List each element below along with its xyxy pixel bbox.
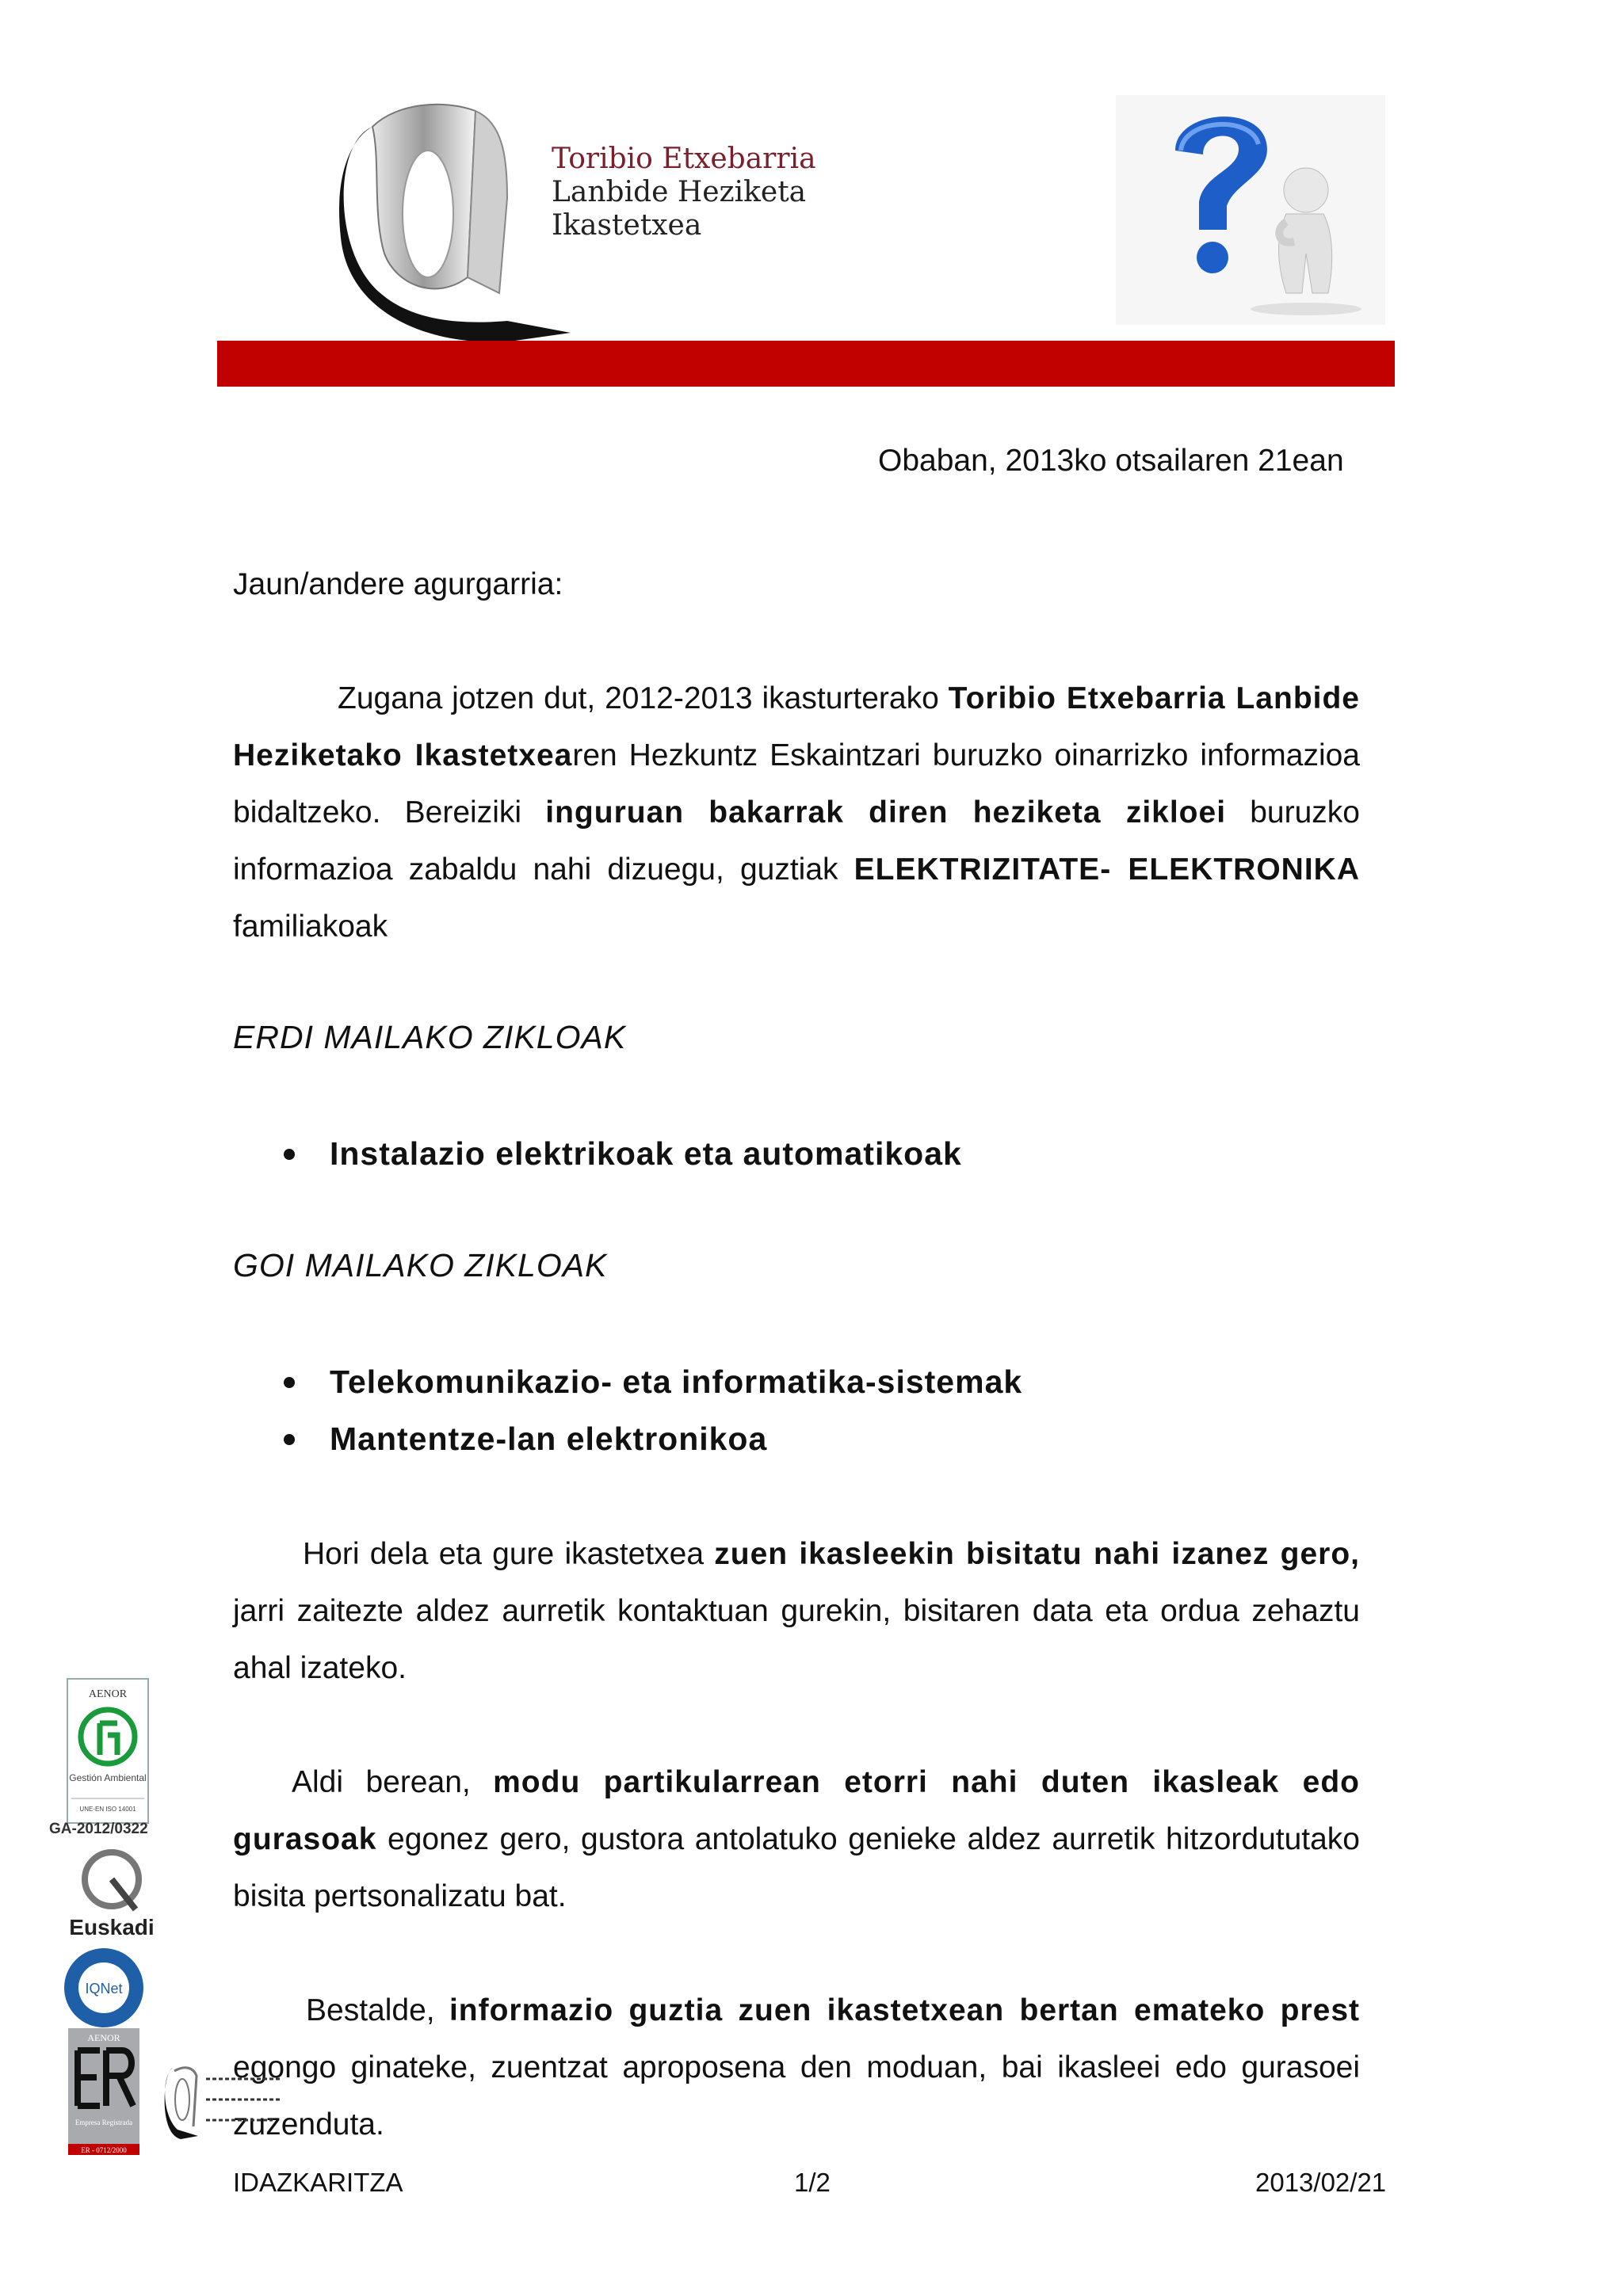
goi-cycles-list [274,1353,1022,1467]
footer-page-number: 1/2 [794,2168,831,2197]
iqnet-badge [60,1944,147,2031]
intro-text-4: familiakoak [233,910,388,944]
letter-date: Obaban, 2013ko otsailaren 21ean [878,444,1344,478]
list-item [274,1410,1022,1467]
school-name-line3: Ikastetxea [552,209,702,242]
school-q-logo [317,95,586,349]
section-title-goi: GOI MAILAKO ZIKLOAK [233,1247,608,1283]
school-name-line2: Lanbide Heziketa [552,176,807,208]
erdi-cycles-list [274,1125,962,1182]
individual-text-1: Aldi berean, [292,1765,494,1799]
bullet-icon [284,1434,295,1445]
intro-family: ELEKTRIZITATE- ELEKTRONIKA [854,852,1360,887]
aenor-std-label: UNE-EN ISO 14001 [79,1806,136,1813]
header-divider-bar [217,341,1395,387]
er-sub-label: Empresa Registrada [74,2119,133,2126]
visit-paragraph [233,1526,1360,1697]
visit-highlight: zuen ikasleekin bisitatu nahi izanez gero, [714,1537,1360,1571]
euskadi-quality-badge [52,1846,171,1941]
individual-text-2: egonez gero, gustora antolatuko genieke aldez aurretik hitzordututako bisita pertsonalizatu bat. [233,1822,1360,1913]
school-name-line1: Toribio Etxebarria [552,143,816,175]
aenor-sub-label: Gestión Ambiental [69,1772,147,1783]
individual-visit-paragraph [233,1754,1360,1925]
aenor-er-badge [68,2028,139,2155]
salutation: Jaun/andere agurgarria: [233,567,563,601]
aenor-environment-badge [67,1678,149,1824]
visit-text-2: jarri zaitezte aldez aurretik kontaktuan gurekin, bisitaren data eta ordua zehaztu ahal izateko. [233,1594,1360,1685]
aenor-label: AENOR [88,1688,128,1700]
iqnet-label: IQNet [85,1981,123,1997]
intro-highlight: inguruan bakarrak diren heziketa zikloei [545,795,1227,830]
individual-highlight: modu partikularrean etorri nahi duten ikasleak edo gurasoak [233,1765,1360,1856]
intro-text-2: ren Hezkuntz Eskaintzari buruzko oinarrizko informazioa bidaltzeko. Bereiziki [233,738,1360,830]
school-contact-stamp [162,2060,296,2147]
intro-school-name: Toribio Etxebarria Lanbide Heziketako Ikastetxea [233,681,1360,772]
cycle-name: Mantentze-lan elektronikoa [330,1421,768,1457]
list-item [274,1353,1022,1410]
bullet-icon [284,1149,295,1160]
euskadi-label: Euskadi [69,1915,155,1939]
onsite-text-1: Bestalde, [306,1993,449,2027]
onsite-highlight: informazio guztia zuen ikastetxean bertan emateko prest [449,1993,1360,2027]
cycle-name: Instalazio elektrikoak eta automatikoak [330,1135,962,1172]
intro-paragraph [233,670,1360,955]
intro-text-3: buruzko informazioa zabaldu nahi dizuegu, guztiak [233,795,1360,887]
list-item [274,1125,962,1182]
bullet-icon [284,1377,295,1388]
intro-text-1: Zugana jotzen dut, 2012-2013 ikasturterako [338,681,949,715]
er-aenor-label: AENOR [87,2032,120,2043]
footer-department: IDAZKARITZA [233,2168,403,2197]
school-name [552,143,816,242]
footer-date: 2013/02/21 [1255,2168,1387,2197]
onsite-text-2: egongo ginateke, zuentzat aproposena den moduan, bai ikasleei edo gurasoei zuzenduta. [233,2050,1360,2142]
onsite-info-paragraph [233,1982,1360,2153]
section-title-erdi: ERDI MAILAKO ZIKLOAK [233,1019,627,1055]
visit-text-1: Hori dela eta gure ikastetxea [303,1537,715,1571]
er-code-label: ER - 0712/2000 [81,2146,127,2154]
question-mark-figure-icon [1116,95,1385,325]
ga-certificate-code: GA-2012/0322 [49,1821,148,1837]
cycle-name: Telekomunikazio- eta informatika-sistemak [330,1363,1023,1400]
